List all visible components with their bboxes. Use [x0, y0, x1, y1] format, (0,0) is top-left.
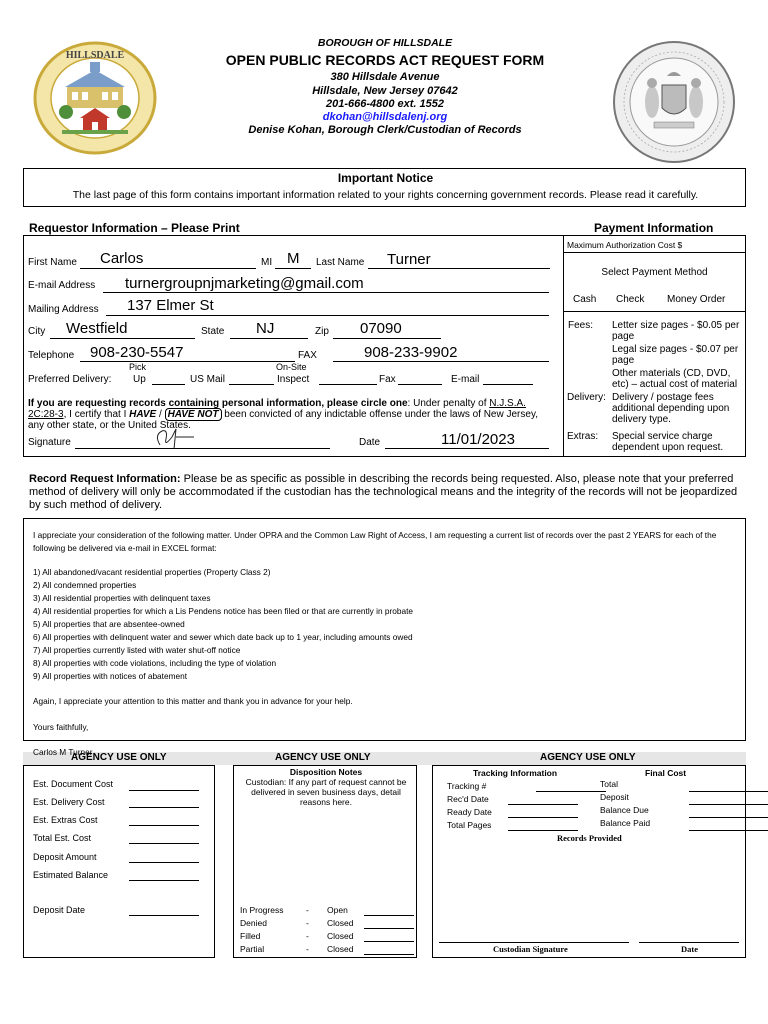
email-option[interactable]: E-mail [451, 374, 480, 385]
notice-text: The last page of this form contains important information related to your rights concerning government records. Please read it carefully. [72, 189, 699, 201]
status-closed[interactable]: Closed [327, 918, 354, 928]
signed-name: Carlos M Turner [33, 747, 93, 757]
status-closed[interactable]: Closed [327, 944, 354, 954]
certify-text-a: : Under penalty of [407, 398, 490, 409]
delivery-fee-label: Delivery: [567, 392, 606, 403]
certify-text-b: , I certify that I [63, 409, 127, 420]
request-closing: Again, I appreciate your attention to this matter and thank you in advance for your help. [33, 696, 353, 706]
seal-title-text: HILLSDALE [65, 50, 125, 61]
request-item: 7) All properties currently listed with water shut-off notice [33, 645, 241, 655]
status-dash: - [306, 944, 309, 954]
borough-name: BOROUGH OF HILLSDALE [317, 37, 453, 49]
address-line1: 380 Hillsdale Avenue [330, 71, 440, 83]
record-request-label: Record Request Information: [29, 473, 181, 485]
mailing-field[interactable]: 137 Elmer St [127, 297, 214, 314]
agency-heading-1: AGENCY USE ONLY [71, 752, 167, 763]
mi-label: MI [261, 257, 273, 268]
est-extras-cost-label: Est. Extras Cost [33, 815, 98, 825]
final-cost-title: Final Cost [645, 768, 687, 778]
certify-text-c: been convicted of any indictable offense under the laws of New Jersey, any other state, or the United States. [28, 409, 538, 431]
email-label: E-mail Address [28, 280, 96, 291]
records-provided-label: Records Provided [557, 833, 622, 843]
telephone-field[interactable]: 908-230-5547 [90, 344, 184, 361]
balance-due-label: Balance Due [600, 805, 649, 815]
request-item: 8) All properties with code violations, including the type of violation [33, 658, 277, 668]
total-pages-label: Total Pages [447, 820, 492, 830]
status-dash: - [306, 931, 309, 941]
city-field[interactable]: Westfield [66, 320, 128, 337]
nj-state-seal [612, 40, 736, 164]
agency-heading-2: AGENCY USE ONLY [275, 752, 371, 763]
deposit-amount-label: Deposit Amount [33, 852, 97, 862]
have-slash: / [159, 409, 162, 420]
status-open[interactable]: Open [327, 905, 348, 915]
pick-up-top-label: Pick [129, 362, 147, 372]
extras-label: Extras: [567, 431, 599, 442]
money-order-option[interactable]: Money Order [667, 294, 726, 305]
custodian-signature-label: Custodian Signature [493, 944, 568, 954]
fax-field[interactable]: 908-233-9902 [364, 344, 458, 361]
fee-other: Other materials (CD, DVD, etc) – actual cost of material [612, 368, 738, 390]
clerk-line: Denise Kohan, Borough Clerk/Custodian of Records [248, 124, 522, 136]
request-signoff: Yours faithfully, [33, 722, 89, 732]
fee-letter: Letter size pages - $0.05 per page [612, 320, 740, 342]
status-dash: - [306, 918, 309, 928]
deposit-date-label: Deposit Date [33, 905, 86, 915]
onsite-top-label: On-Site [276, 362, 307, 372]
status-dash: - [306, 905, 309, 915]
important-notice-box [23, 168, 746, 207]
delivery-fee-text: Delivery / postage fees additional depending upon delivery type. [612, 392, 730, 425]
request-item: 9) All properties with notices of abatement [33, 671, 188, 681]
max-auth-label: Maximum Authorization Cost $ [567, 240, 683, 250]
extras-text: Special service charge dependent upon request. [612, 431, 724, 453]
recd-date-label: Rec'd Date [447, 794, 489, 804]
tracking-title: Tracking Information [473, 768, 558, 778]
pick-up-option[interactable]: Up [133, 374, 146, 385]
disposition-box [233, 765, 417, 958]
request-item: 2) All condemned properties [33, 580, 137, 590]
est-delivery-cost-label: Est. Delivery Cost [33, 797, 105, 807]
fees-label: Fees: [568, 320, 594, 331]
requestor-section-title: Requestor Information – Please Print [29, 221, 240, 235]
zip-label: Zip [315, 326, 329, 337]
first-name-field[interactable]: Carlos [100, 250, 144, 267]
date-field[interactable]: 11/01/2023 [441, 431, 515, 448]
payment-section-title: Payment Information [594, 221, 714, 235]
request-item: 4) All residential properties for which a Lis Pendens notice has been filed or that are currently in probate [33, 606, 414, 616]
delivery-label: Preferred Delivery: [28, 374, 112, 385]
total-est-cost-label: Total Est. Cost [33, 833, 92, 843]
certification-text [28, 398, 553, 431]
onsite-option[interactable]: Inspect [277, 374, 310, 385]
request-item: 5) All properties that are absentee-owned [33, 619, 185, 629]
disposition-title: Disposition Notes [289, 767, 363, 777]
have-option[interactable]: HAVE [129, 409, 157, 420]
telephone-label: Telephone [28, 350, 75, 361]
estimated-balance-label: Estimated Balance [33, 870, 109, 880]
city-label: City [28, 326, 46, 337]
request-item: 1) All abandoned/vacant residential properties (Property Class 2) [33, 567, 271, 577]
mi-field[interactable]: M [287, 250, 300, 267]
fax-label: FAX [298, 350, 317, 361]
status-in-progress: In Progress [240, 905, 284, 915]
request-item: 3) All residential properties with delinquent taxes [33, 593, 211, 603]
form-title: OPEN PUBLIC RECORDS ACT REQUEST FORM [225, 52, 545, 68]
state-field[interactable]: NJ [256, 320, 275, 337]
phone-line: 201-666-4800 ext. 1552 [325, 98, 445, 110]
request-item: 6) All properties with delinquent water and sewer which date back up to 1 year, including amounts owed [33, 632, 413, 642]
record-request-box[interactable] [23, 518, 746, 741]
fax-option[interactable]: Fax [379, 374, 396, 385]
check-option[interactable]: Check [616, 294, 645, 305]
zip-field[interactable]: 07090 [360, 320, 402, 337]
status-filled: Filled [240, 931, 261, 941]
agency-heading-3: AGENCY USE ONLY [540, 752, 636, 763]
cash-option[interactable]: Cash [573, 294, 597, 305]
date-label: Date [359, 437, 381, 448]
first-name-label: First Name [28, 257, 77, 268]
email-field[interactable]: turnergroupnjmarketing@gmail.com [125, 275, 364, 292]
us-mail-option[interactable]: US Mail [190, 374, 226, 385]
record-request-description [29, 473, 741, 512]
last-name-field[interactable]: Turner [387, 251, 431, 268]
certify-bold: If you are requesting records containing personal information, please circle one [28, 398, 408, 409]
final-total-label: Total [600, 779, 618, 789]
address-line2: Hillsdale, New Jersey 07642 [312, 85, 458, 97]
disposition-note: Custodian: If any part of request cannot be delivered in seven business days, detail reasons here. [245, 777, 407, 807]
tracking-box [432, 765, 746, 958]
request-intro: I appreciate your consideration of the following matter. Under OPRA and the Common Law Right of Access, I am requesting a current list of records over the past 2 YEARS for each of the following be delivered via e-mail in EXCEL format: [33, 530, 717, 553]
notice-title: Important Notice [337, 171, 434, 185]
final-deposit-label: Deposit [600, 792, 629, 802]
mailing-label: Mailing Address [28, 304, 99, 315]
request-items-list [33, 567, 733, 684]
state-label: State [201, 326, 225, 337]
select-method-label: Select Payment Method [601, 267, 708, 278]
ready-date-label: Ready Date [447, 807, 492, 817]
agency-cost-box [23, 765, 215, 958]
status-partial: Partial [240, 944, 265, 954]
email-link[interactable]: dkohan@hillsdalenj.org [322, 111, 448, 123]
hillsdale-seal [32, 40, 158, 156]
status-closed[interactable]: Closed [327, 931, 354, 941]
balance-paid-label: Balance Paid [600, 818, 651, 828]
have-not-option-circled[interactable]: HAVE NOT [165, 408, 222, 421]
tracking-number-label: Tracking # [447, 781, 487, 791]
last-name-label: Last Name [316, 257, 365, 268]
fee-legal: Legal size pages - $0.07 per page [612, 344, 739, 366]
est-document-cost-label: Est. Document Cost [33, 779, 114, 789]
njsa-link: N.J.S.A. [489, 398, 526, 409]
status-denied: Denied [240, 918, 267, 928]
custodian-date-label: Date [681, 944, 698, 954]
njsa-section: 2C:28-3 [28, 409, 64, 420]
record-request-text: Please be as specific as possible in describing the records being requested. Also, please note that your preferred method of delivery will only be accommodated if the custodian has the technological means and the integrity of the records will not be jeopardized by such method of delivery. [29, 473, 738, 511]
signature-label: Signature [28, 437, 71, 448]
